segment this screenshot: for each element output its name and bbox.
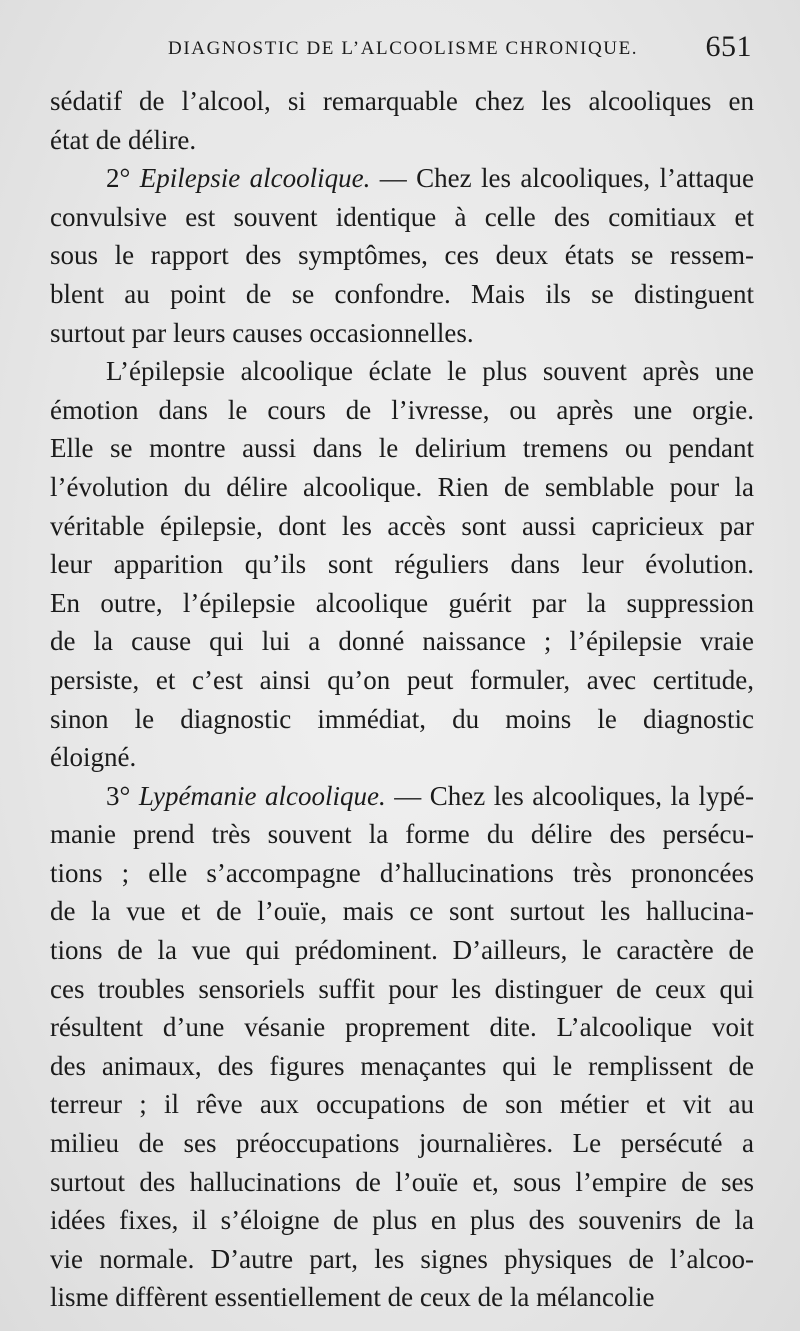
text-line: leur apparition qu’ils sont réguliers dans leur évolution. xyxy=(50,549,754,580)
text-body xyxy=(50,82,754,1317)
text-line: véritable épilepsie, dont les accès sont aussi capricieux par xyxy=(50,510,754,541)
section-number: 2° xyxy=(106,163,140,194)
section-lead-text: — Chez les alcooliques, la lypé- xyxy=(385,780,754,811)
paragraph-first-line: L’épilepsie alcoolique éclate le plus souvent après une xyxy=(106,356,754,387)
section-lead-text: — Chez les alcooliques, l’attaque xyxy=(370,163,754,194)
text-line: tions de la vue qui prédominent. D’ailleurs, le caractère de xyxy=(50,935,754,966)
text-line: En outre, l’épilepsie alcoolique guérit par la suppression xyxy=(50,587,754,618)
section-heading-line xyxy=(50,159,754,198)
text-line: persiste, et c’est ainsi qu’on peut formuler, avec certitude, xyxy=(50,664,754,695)
section-title: Epilepsie alcoolique. xyxy=(139,163,371,194)
page-header xyxy=(50,28,754,68)
text-line: de la vue et de l’ouïe, mais ce sont surtout les hallucina- xyxy=(50,896,754,927)
section-heading-line xyxy=(50,777,754,816)
text-line: vie normale. D’autre part, les signes physiques de l’alcoo- xyxy=(50,1243,754,1274)
text-line: émotion dans le cours de l’ivresse, ou après une orgie. xyxy=(50,394,754,425)
running-head: DIAGNOSTIC DE L’ALCOOLISME CHRONIQUE. xyxy=(168,38,639,59)
text-line: surtout des hallucinations de l’ouïe et, sous l’empire de ses xyxy=(50,1166,754,1197)
text-line: sous le rapport des symptômes, ces deux états se ressem- xyxy=(50,240,754,271)
section-number: 3° xyxy=(106,780,139,811)
text-line: convulsive est souvent identique à celle des comitiaux et xyxy=(50,201,754,232)
page-number: 651 xyxy=(705,30,752,63)
text-line: milieu de ses préoccupations journalières. Le persécuté a xyxy=(50,1128,754,1159)
text-line: lisme diffèrent essentiellement de ceux de la mélancolie xyxy=(50,1282,655,1313)
text-line: surtout par leurs causes occasionnelles. xyxy=(50,317,474,348)
text-line: sédatif de l’alcool, si remarquable chez les alcooliques en xyxy=(50,86,754,116)
text-line: des animaux, des figures menaçantes qui le remplissent de xyxy=(50,1050,754,1081)
text-line: état de délire. xyxy=(50,124,197,155)
text-line: résultent d’une vésanie proprement dite. L’alcoolique voit xyxy=(50,1012,754,1043)
text-line: éloigné. xyxy=(50,742,137,773)
text-line: tions ; elle s’accompagne d’hallucinations très prononcées xyxy=(50,857,754,888)
text-line: terreur ; il rêve aux occupations de son métier et vit au xyxy=(50,1089,754,1120)
text-line: sinon le diagnostic immédiat, du moins le diagnostic xyxy=(50,703,754,734)
text-line: ces troubles sensoriels suffit pour les distinguer de ceux qui xyxy=(50,973,754,1004)
text-line: idées fixes, il s’éloigne de plus en plus des souvenirs de la xyxy=(50,1205,754,1236)
text-line: manie prend très souvent la forme du délire des persécu- xyxy=(50,819,754,850)
text-line: de la cause qui lui a donné naissance ; l’épilepsie vraie xyxy=(50,626,754,657)
text-line: l’évolution du délire alcoolique. Rien de semblable pour la xyxy=(50,471,754,502)
text-line: Elle se montre aussi dans le delirium tremens ou pendant xyxy=(50,433,754,464)
section-title: Lypémanie alcoolique. xyxy=(138,780,386,811)
text-line: blent au point de se confondre. Mais ils se distinguent xyxy=(50,278,754,309)
